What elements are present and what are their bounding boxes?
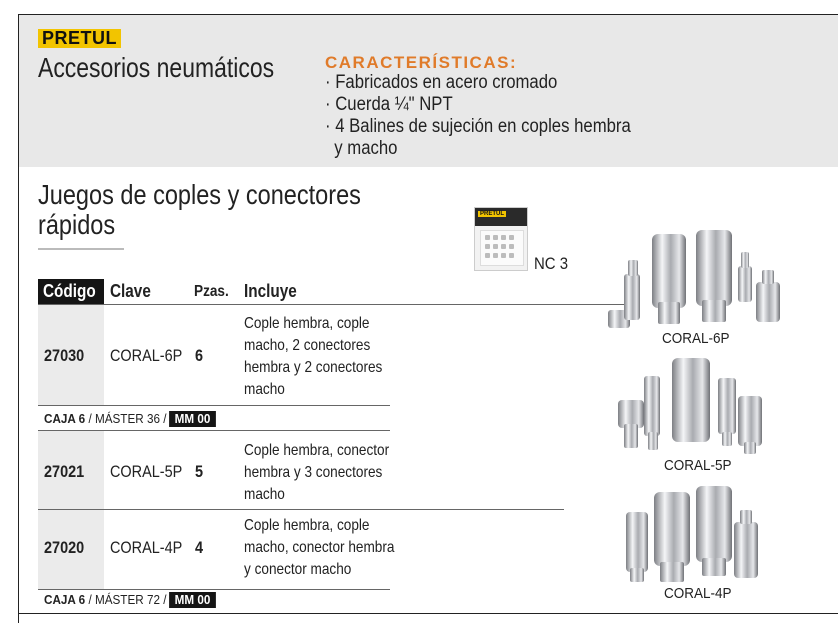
row-incluye: Cople hembra, cople macho, conector hembra y conector macho xyxy=(244,517,395,578)
row-clave: CORAL-4P xyxy=(110,538,183,557)
features-title: CARACTERÍSTICAS: xyxy=(325,53,518,72)
packaging-info: CAJA 6 / MÁSTER 72 / MM 00 xyxy=(44,592,216,608)
border-bottom xyxy=(19,613,838,614)
row-incluye: Cople hembra, conector hembra y 3 conectores macho xyxy=(244,442,390,503)
page-title: Accesorios neumáticos xyxy=(38,52,275,83)
coral-5p-photo xyxy=(610,354,786,458)
section-title-line: rápidos xyxy=(38,209,116,240)
section-title-line: Juegos de coples y conectores xyxy=(38,179,361,210)
package-label: NC 3 xyxy=(534,254,569,273)
row-codigo: 27020 xyxy=(44,538,85,557)
features-list xyxy=(325,72,631,160)
feature-item: · Fabricados en acero cromado xyxy=(325,72,558,93)
packaging-info: CAJA 6 / MÁSTER 36 / MM 00 xyxy=(44,411,216,427)
col-header-incluye: Incluye xyxy=(244,281,297,301)
product-label: CORAL-5P xyxy=(664,457,732,474)
row-codigo: 27021 xyxy=(44,462,85,481)
product-label: CORAL-4P xyxy=(664,585,732,602)
feature-item: · 4 Balines de sujeción en coples hembra xyxy=(325,116,631,137)
row-codigo: 27030 xyxy=(44,346,85,365)
col-header-codigo: Código xyxy=(43,281,96,301)
feature-item: y macho xyxy=(325,138,398,159)
package-logo: PRETUL xyxy=(480,211,504,217)
pretul-logo: PRETUL xyxy=(38,29,121,48)
row-divider xyxy=(38,405,390,406)
coral-6p-photo xyxy=(604,222,790,334)
border-top xyxy=(18,14,838,15)
feature-item: · Cuerda ¼" NPT xyxy=(325,94,453,115)
mm-badge: MM 00 xyxy=(169,592,216,608)
row-clave: CORAL-5P xyxy=(110,462,183,481)
border-left xyxy=(18,14,19,623)
col-header-pzas: Pzas. xyxy=(194,283,229,300)
row-pzas: 6 xyxy=(195,346,204,365)
package-image xyxy=(474,207,528,271)
row-pzas: 5 xyxy=(195,462,204,481)
row-incluye: Cople hembra, cople macho, 2 conectores hembra y 2 conectores macho xyxy=(244,315,383,398)
row-pzas: 4 xyxy=(195,538,204,557)
row-clave: CORAL-6P xyxy=(110,346,183,365)
row-divider xyxy=(38,589,390,590)
mm-badge: MM 00 xyxy=(169,411,216,427)
coral-4p-photo xyxy=(620,482,780,586)
row-divider xyxy=(38,509,564,510)
product-label: CORAL-6P xyxy=(662,330,730,347)
header-divider xyxy=(38,304,624,305)
col-header-clave: Clave xyxy=(110,281,151,301)
row-divider xyxy=(38,430,390,431)
section-title xyxy=(38,180,361,240)
title-underline xyxy=(38,248,124,250)
